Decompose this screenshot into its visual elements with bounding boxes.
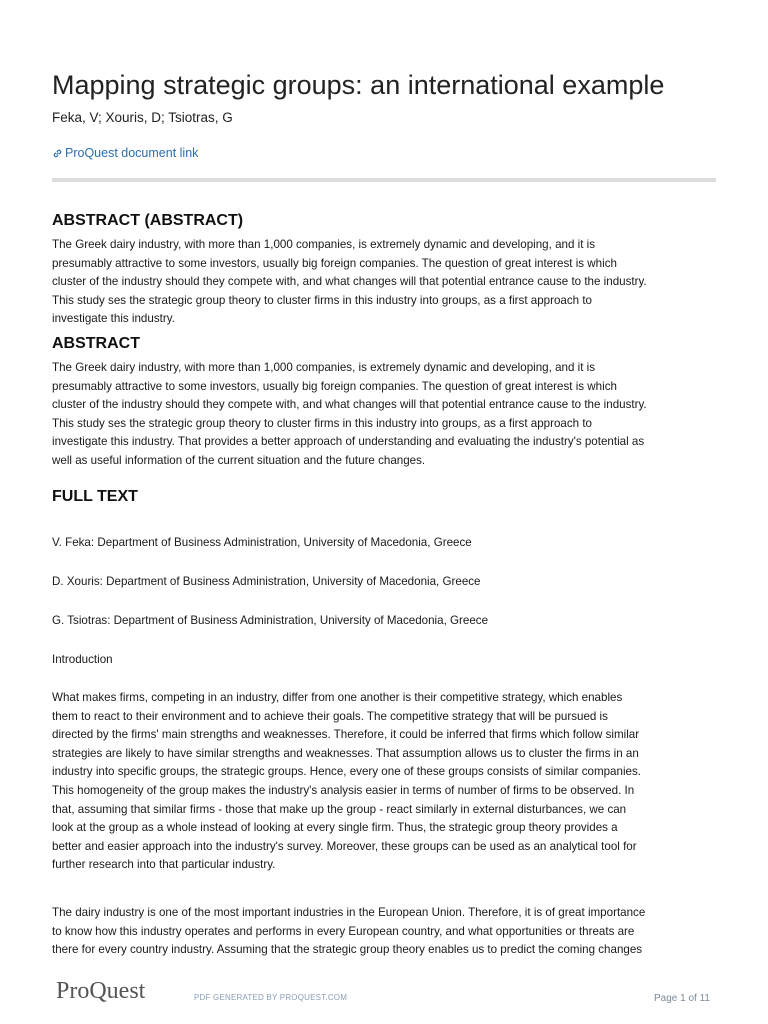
proquest-document-link[interactable] (52, 146, 198, 160)
text-line: presumably attractive to some investors, usually big foreign companies. The question of great interest is which (52, 379, 617, 393)
author-list: Feka, V; Xouris, D; Tsiotras, G (52, 110, 233, 125)
text-line: that, assuming that similar firms - those that make up the group - react similarly in external disturbances, we can (52, 802, 627, 816)
text-line: The Greek dairy industry, with more than 1,000 companies, is extremely dynamic and developing, and it is (52, 361, 596, 374)
text-line: them to react to their environment and to achieve their goals. The competitive strategy that will be pursued is (52, 709, 608, 723)
abstract-heading: ABSTRACT (ABSTRACT) (52, 212, 244, 229)
text-line: cluster of the industry should they compete with, and what changes will that potential entrance cause to the industry. (52, 398, 647, 412)
introduction-heading: Introduction (52, 653, 113, 666)
text-line: This homogeneity of the group makes the industry's analysis easier in terms of number of firms to be observed. In (52, 783, 635, 797)
dairy-paragraph (52, 904, 716, 960)
affiliation-xouris: D. Xouris: Department of Business Administration, University of Macedonia, Greece (52, 575, 481, 588)
header-divider (52, 178, 716, 182)
text-line: there for every country industry. Assuming that the strategic group theory enables us to predict the coming changes (52, 943, 643, 957)
text-line: investigate this industry. (52, 312, 175, 326)
text-line: well as useful information of the current situation and the future changes. (52, 453, 426, 467)
text-line: investigate this industry. That provides a better approach of understanding and evaluating the industry's potential as (52, 435, 645, 449)
text-line: directed by the firms' main strengths and weaknesses. Therefore, it could be inferred that firms which follow similar (52, 728, 640, 742)
abstract-heading-2: ABSTRACT (52, 335, 140, 352)
abstract-paragraph (52, 236, 716, 329)
text-line: further research into that particular industry. (52, 858, 276, 872)
text-line: The dairy industry is one of the most important industries in the European Union. Therefore, it is of great importance (52, 906, 646, 919)
abstract-paragraph-2 (52, 359, 716, 471)
text-line: industry into specific groups, the strategic groups. Hence, every one of these groups consists of similar companies. (52, 765, 641, 779)
introduction-paragraph (52, 689, 716, 875)
text-line: This study ses the strategic group theory to cluster firms in this industry into groups, as a first approach to (52, 416, 592, 430)
text-line: strategies are likely to have similar strengths and weaknesses. That assumption allows us to cluster the firms in an (52, 746, 639, 760)
text-line: better and easier approach into the industry's survey. Moreover, these groups can be used as an analytical tool for (52, 839, 637, 853)
text-line: look at the group as a whole instead of looking at every single firm. Thus, the strategic group theory provides a (52, 821, 618, 835)
text-line: What makes firms, competing in an industry, differ from one another is their competitive strategy, which enables (52, 691, 623, 704)
text-line: This study ses the strategic group theory to cluster firms in this industry into groups, as a first approach to (52, 293, 592, 307)
text-line: The Greek dairy industry, with more than 1,000 companies, is extremely dynamic and developing, and it is (52, 238, 596, 251)
proquest-logo (56, 978, 145, 1005)
text-line: presumably attractive to some investors, usually big foreign companies. The question of great interest is which (52, 256, 617, 270)
full-text-heading: FULL TEXT (52, 488, 138, 505)
text-line: cluster of the industry should they compete with, and what changes will that potential entrance cause to the industry. (52, 275, 647, 289)
affiliation-tsiotras: G. Tsiotras: Department of Business Administration, University of Macedonia, Greece (52, 614, 489, 627)
text-line: to know how this industry operates and performs in every European country, and what opportunities or threats are (52, 924, 635, 938)
generated-by-label: PDF GENERATED BY PROQUEST.COM (194, 993, 348, 1002)
affiliation-feka: V. Feka: Department of Business Administration, University of Macedonia, Greece (52, 536, 472, 549)
link-icon (52, 148, 63, 159)
page-number: Page 1 of 11 (654, 993, 710, 1004)
document-title: Mapping strategic groups: an international example (52, 70, 665, 100)
doc-link-label: ProQuest document link (65, 146, 199, 160)
logo-text: ProQuest (56, 978, 146, 1004)
